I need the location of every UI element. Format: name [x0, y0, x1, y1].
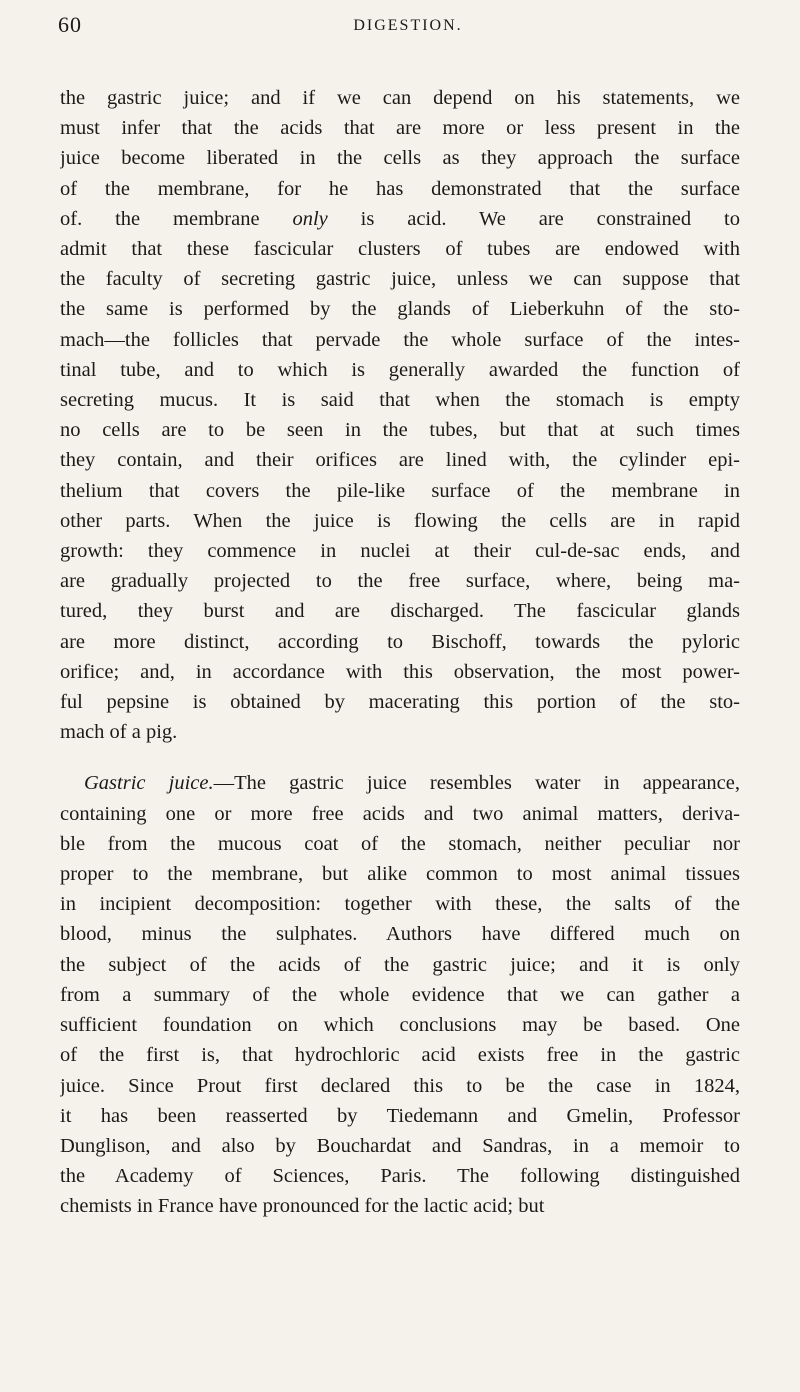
text-line: Dunglison, and also by Bouchardat and Sandras, in a memoir to — [60, 1134, 740, 1157]
text-line: juice become liberated in the cells as they approach the surface — [60, 147, 740, 170]
running-head: DIGESTION. — [353, 17, 463, 34]
text-line: admit that these fascicular clusters of tubes are endowed with — [60, 238, 740, 261]
text-line: it has been reasserted by Tiedemann and Gmelin, Professor — [60, 1104, 740, 1127]
text-line: tured, they burst and are discharged. The fascicular glands — [60, 600, 740, 623]
text-line: tinal tube, and to which is generally awarded the function of — [60, 358, 740, 381]
text-line: sufficient foundation on which conclusions may be based. One — [60, 1014, 740, 1037]
text-line: orifice; and, in accordance with this observation, the most power- — [60, 660, 740, 683]
text-line: the gastric juice; and if we can depend on his statements, we — [60, 87, 740, 109]
text-line: ful pepsine is obtained by macerating this portion of the sto- — [60, 691, 740, 714]
text-line: from a summary of the whole evidence that we can gather a — [60, 983, 740, 1006]
text-line: proper to the membrane, but alike common to most animal tissues — [60, 863, 740, 886]
text-line: the subject of the acids of the gastric juice; and it is only — [60, 953, 740, 976]
paragraph-gap — [60, 747, 740, 768]
text-line: thelium that covers the pile-like surface of the membrane in — [60, 479, 740, 502]
paragraph-2-first-line — [60, 768, 740, 798]
text-line: they contain, and their orifices are lined with, the cylinder epi- — [60, 449, 740, 472]
paragraph-2 — [60, 768, 740, 1221]
page-header — [58, 12, 758, 52]
text-line: no cells are to be seen in the tubes, but that at such times — [60, 419, 740, 442]
gastric-juice-heading: Gastric juice. — [84, 772, 214, 795]
text-line: are gradually projected to the free surface, where, being ma- — [60, 570, 740, 593]
body-text — [60, 83, 740, 1222]
paragraph-2-first-line-rest: —The gastric juice resembles water in appearance, — [213, 772, 740, 795]
text-line: containing one or more free acids and two animal matters, deriva- — [60, 802, 740, 825]
text-line: of the first is, that hydrochloric acid exists free in the gastric — [60, 1044, 740, 1067]
text-fragment: of. the membrane — [60, 207, 293, 230]
text-line: of the membrane, for he has demonstrated that the surface — [60, 177, 740, 200]
text-line: the same is performed by the glands of Lieberkuhn of the sto- — [60, 298, 740, 321]
text-line: the faculty of secreting gastric juice, unless we can suppose that — [60, 268, 740, 291]
text-line: chemists in France have pronounced for the lactic acid; but — [60, 1195, 545, 1218]
text-line: juice. Since Prout first declared this to be the case in 1824, — [60, 1074, 740, 1097]
text-line — [60, 204, 740, 234]
text-line: blood, minus the sulphates. Authors have differed much on — [60, 923, 740, 946]
text-line: ble from the mucous coat of the stomach, neither peculiar nor — [60, 832, 740, 855]
paragraph-1 — [60, 83, 740, 747]
text-line: growth: they commence in nuclei at their cul-de-sac ends, and — [60, 540, 740, 563]
text-line: in incipient decomposition: together with these, the salts of the — [60, 893, 740, 916]
text-line: mach of a pig. — [60, 721, 178, 744]
text-line: are more distinct, according to Bischoff, towards the pyloric — [60, 630, 740, 653]
page-number: 60 — [58, 12, 82, 37]
emphasis-text: only — [292, 207, 328, 230]
text-line: mach—the follicles that pervade the whole surface of the intes- — [60, 328, 740, 351]
text-line: the Academy of Sciences, Paris. The following distinguished — [60, 1165, 740, 1188]
text-line: must infer that the acids that are more or less present in the — [60, 117, 740, 140]
text-fragment: is acid. We are constrained to — [327, 207, 740, 230]
text-line: other parts. When the juice is flowing the cells are in rapid — [60, 509, 740, 532]
text-line: secreting mucus. It is said that when the stomach is empty — [60, 389, 740, 412]
